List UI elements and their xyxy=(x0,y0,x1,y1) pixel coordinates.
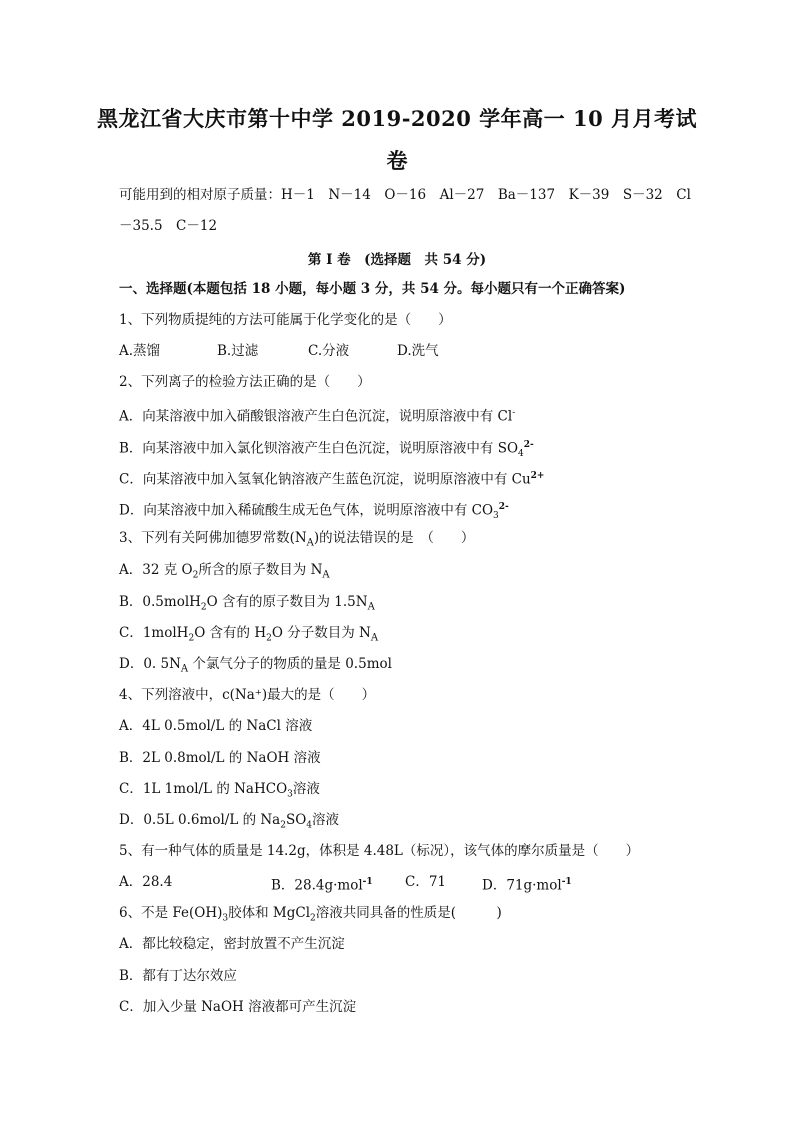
question-5-stem: 5、有一种气体的质量是 14.2g，体积是 4.48L（标况），该气体的摩尔质量是（ ） xyxy=(119,843,640,859)
superscript: 2+ xyxy=(530,471,545,481)
question-4-stem: 4、下列溶液中，c(Na⁺)最大的是（ ） xyxy=(119,687,376,703)
question-6-option-a: A．都比较稳定，密封放置不产生沉淀 xyxy=(119,936,345,952)
option-text: D．71g·mol xyxy=(482,877,562,894)
subscript: A xyxy=(180,663,189,675)
superscript: -1 xyxy=(561,877,572,887)
question-4-option-d xyxy=(119,811,339,835)
option-text: B．28.4g·mol xyxy=(271,877,363,894)
option-text: D．0. 5N xyxy=(119,656,181,672)
subscript: 2 xyxy=(310,913,316,924)
subscript: 2 xyxy=(188,633,195,644)
question-5-option-d xyxy=(482,873,572,895)
question-1-stem: 1、下列物质提纯的方法可能属于化学变化的是（ ） xyxy=(119,312,452,328)
question-2-option-d xyxy=(119,498,509,525)
superscript: 2- xyxy=(498,502,509,512)
question-6-stem xyxy=(119,904,502,928)
question-5-option-b xyxy=(271,873,373,895)
question-6-option-b: B．都有丁达尔效应 xyxy=(119,968,237,984)
superscript: - xyxy=(512,408,516,418)
option-text: A．32 克 O xyxy=(119,562,193,578)
stem-text: 6、不是 Fe(OH) xyxy=(119,905,223,921)
question-2-option-b xyxy=(119,436,534,463)
option-text: SO xyxy=(285,812,307,828)
question-4-option-c xyxy=(119,780,320,804)
subscript: 2 xyxy=(200,602,207,613)
question-5-option-c: C．71 xyxy=(405,874,447,890)
stem-text: 3、下列有关阿佛加德罗常数(N xyxy=(119,530,307,546)
superscript: -1 xyxy=(362,877,373,887)
option-text: 溶液 xyxy=(292,781,320,797)
option-text: O 含有的原子数目为 1.5N xyxy=(206,594,368,610)
option-text: D．向某溶液中加入稀硫酸生成无色气体，说明原溶液中有 CO xyxy=(119,502,494,519)
atomic-masses-line2: －35.5 C－12 xyxy=(119,218,218,234)
part1-heading: 第 I 卷 (选择题 共 54 分) xyxy=(307,252,487,268)
question-3-option-b xyxy=(119,593,375,617)
question-1-option-a: A.蒸馏 xyxy=(119,343,161,359)
option-text: C．向某溶液中加入氢氧化钠溶液产生蓝色沉淀，说明原溶液中有 Cu xyxy=(119,471,531,488)
question-2-option-a xyxy=(119,404,515,426)
subscript: A xyxy=(306,537,314,549)
option-text: 溶液 xyxy=(312,812,340,828)
section1-heading: 一、选择题(本题包括 18 小题，每小题 3 分，共 54 分。每小题只有一个正确答案) xyxy=(119,281,626,297)
option-text: A．向某溶液中加入硝酸银溶液产生白色沉淀，说明原溶液中有 Cl xyxy=(119,408,513,425)
question-4-option-b: B．2L 0.8mol/L 的 NaOH 溶液 xyxy=(119,750,321,766)
question-2-option-c xyxy=(119,467,544,489)
option-text: B．向某溶液中加入氯化钡溶液产生白色沉淀，说明原溶液中有 SO xyxy=(119,440,519,457)
subscript: 3 xyxy=(287,789,293,800)
question-3-option-c xyxy=(119,624,378,648)
option-text: D．0.5L 0.6mol/L 的 Na xyxy=(119,812,281,828)
option-text: B．0.5molH xyxy=(119,594,201,610)
stem-text: 胶体和 MgCl xyxy=(228,905,311,921)
question-1-option-b: B.过滤 xyxy=(217,343,259,359)
option-text: C．1L 1mol/L 的 NaHCO xyxy=(119,781,288,797)
exam-title-line2: 卷 xyxy=(386,148,408,173)
subscript: A xyxy=(367,601,375,613)
option-text: 个氯气分子的物质的量是 0.5mol xyxy=(188,656,392,672)
subscript: 2 xyxy=(266,633,272,644)
subscript: A xyxy=(370,632,379,644)
subscript: 2 xyxy=(280,820,286,831)
atomic-masses-line1: 可能用到的相对原子质量：H－1 N－14 O－16 Al－27 Ba－137 K－39 S－32 Cl xyxy=(119,187,691,203)
question-6-option-c: C．加入少量 NaOH 溶液都可产生沉淀 xyxy=(119,999,357,1015)
question-4-option-a: A．4L 0.5mol/L 的 NaCl 溶液 xyxy=(119,718,313,734)
question-1-option-c: C.分液 xyxy=(308,343,350,359)
question-2-stem: 2、下列离子的检验方法正确的是（ ） xyxy=(119,374,371,390)
stem-text: 溶液共同具备的性质是( ) xyxy=(315,905,502,921)
question-3-option-d xyxy=(119,655,392,679)
option-text: C．1molH xyxy=(119,625,189,641)
question-3-stem xyxy=(119,529,474,553)
stem-text: )的说法错误的是 （ ） xyxy=(313,530,475,546)
subscript: 2 xyxy=(192,570,199,581)
question-5-option-a: A．28.4 xyxy=(119,874,173,890)
superscript: 2- xyxy=(523,440,534,450)
subscript: 4 xyxy=(518,449,524,460)
exam-title-line1: 黑龙江省大庆市第十中学 2019-2020 学年高一 10 月月考试 xyxy=(96,106,698,131)
subscript: 4 xyxy=(306,820,313,831)
subscript: A xyxy=(322,569,330,581)
subscript: 3 xyxy=(222,913,229,924)
subscript: 3 xyxy=(493,511,499,522)
option-text: 所含的原子数目为 N xyxy=(198,562,323,578)
option-text: O 分子数目为 N xyxy=(271,625,371,641)
question-1-option-d: D.洗气 xyxy=(397,343,439,359)
option-text: O 含有的 H xyxy=(194,625,267,641)
question-3-option-a xyxy=(119,561,330,585)
